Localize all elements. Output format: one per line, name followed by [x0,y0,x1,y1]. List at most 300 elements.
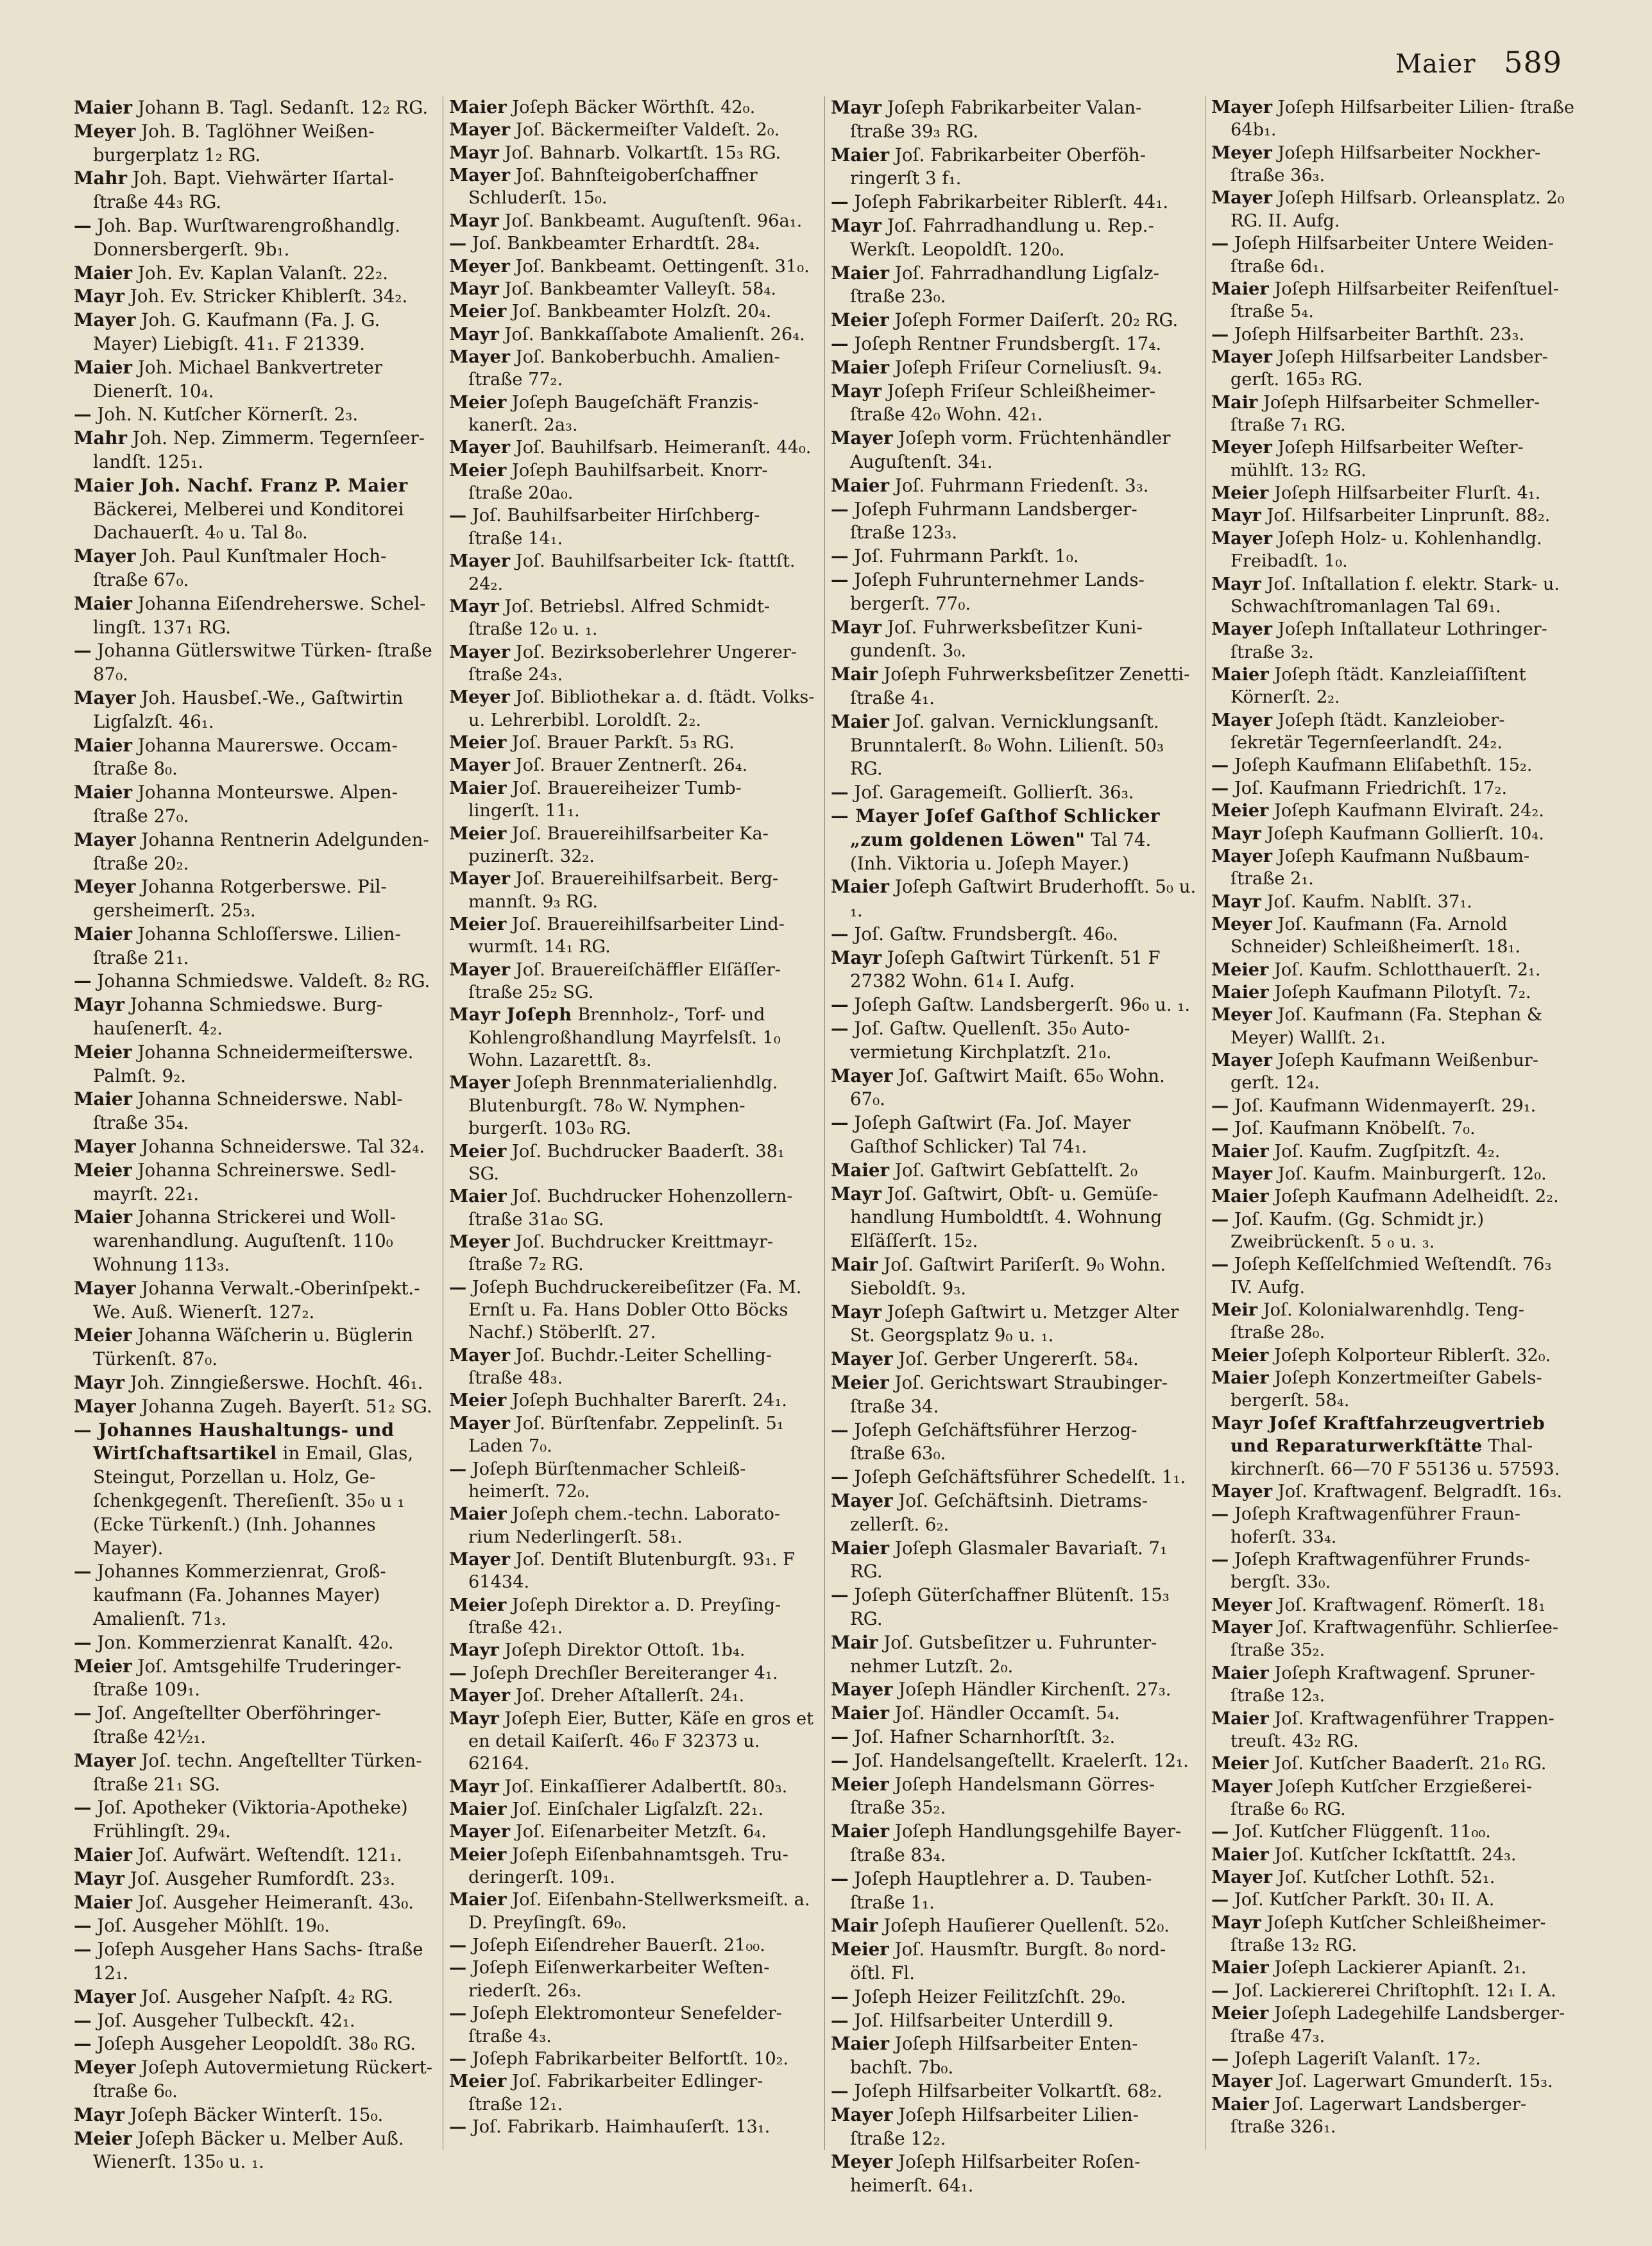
entry-surname: Mayr [449,1708,499,1729]
entry-surname: Maier [831,144,890,166]
entry-details: Joſ. Buchdrucker Hohenzollern- ſtraße 31a₀ SG. [468,1187,793,1230]
directory-entry [449,1389,815,1412]
entry-details: Joſeph Hilfsarbeiter Roſen- heimerſt. 64₁. [850,2151,1141,2197]
directory-entry [74,2009,439,2033]
entry-details: Joſeph Baugeſchäft Franzis- kanerſt. 2a₃. [468,392,759,436]
entry-details: Joh. G. Kaufmann (Fa. J. G. Mayer) Liebigſt. 41₁. F 21339. [93,309,380,354]
directory-entry [74,1560,439,1631]
entry-details: Joh. Paul Kunſtmaler Hoch- ſtraße 67₀. [93,545,387,590]
directory-entry [831,947,1196,994]
directory-entry [1211,2070,1577,2093]
entry-details: Joſ. Kaufm. Zugſpitzſt. 4₂. [1274,1141,1501,1162]
entry-surname: Maier [74,1844,133,1865]
entry-surname: Meyer [1211,437,1272,458]
entry-surname: Mayer [1211,1050,1273,1071]
entry-details: Joſeph Gaſtwirt Türkenſt. 51 F 27382 Wohn. 61₄ I. Aufg. [850,947,1161,992]
directory-entry [449,1276,815,1344]
entry-surname: Maier [1211,2093,1269,2114]
entry-details: Joſeph Hilfsarb. Orleansplatz. 2₀ RG. II. Aufg. [1230,188,1565,231]
entry-surname: Mayr Joſeph [449,1004,572,1025]
entry-details: Joſ. galvan. Vernicklungsanſt. Brunntalerſt. 8₀ Wohn. Lilienſt. 50₃ RG. [850,710,1164,780]
entry-surname: Maier [1211,1708,1269,1729]
directory-entry [1211,1367,1577,1412]
entry-surname: Mayer [74,828,136,850]
entry-surname: Maier [831,356,890,378]
directory-entry [831,1537,1196,1584]
directory-entry [831,1419,1196,1466]
entry-surname: Meier [74,1655,132,1677]
entry-details: Joſeph Eiſendreher Bauerſt. 21₀₀. [472,1935,765,1956]
directory-entry [1211,1049,1577,1095]
entry-details: Joſeph Gaſtw. Landsbergerſt. 96₀ u. ₁. [854,994,1191,1016]
entry-surname: Meyer [74,120,136,142]
entry-surname: Maier [449,1798,507,1819]
directory-entry [449,346,815,391]
directory-entry [449,2048,815,2070]
entry-surname: Mayr [831,947,881,968]
entry-details: Joſeph Ausgeher Leopoldſt. 38₀ RG. [97,2033,416,2055]
directory-entry [831,1065,1196,1112]
entry-details: Joſeph Bäcker u. Melber Auß. Wienerſt. 135₀ u. ₁. [93,2127,404,2173]
entry-details: Joſeph Bäcker Winterſt. 15₀. [130,2104,384,2125]
directory-entry [449,1776,815,1798]
directory-entry [74,970,439,993]
directory-entry [74,1749,439,1797]
entry-surname: Meier [1211,483,1269,504]
entry-surname: Mayer [449,1072,511,1093]
directory-entry [449,119,815,141]
entry-details: Joſ. Buchdr.-Leiter Schelling- ſtraße 48₃. [468,1345,772,1389]
entry-surname: — [1211,1254,1229,1275]
entry-surname: Maier Joh. Nachf. Franz P. Maier [74,474,408,496]
directory-entry [1211,187,1577,232]
entry-details: Joſ. Hilfsarbeiter Linprunſt. 88₂. [1266,506,1551,526]
entry-surname: Mayr [74,994,124,1016]
directory-entry [449,2070,815,2116]
directory-entry [1211,323,1577,346]
directory-entry [449,391,815,437]
entry-surname: Maier [831,1821,890,1842]
entry-surname: Meier [449,2071,507,2092]
entry-details: Joſeph Bauhilfsarbeit. Knorr- ſtraße 20a₀. [468,460,768,504]
directory-entry [1211,959,1577,981]
entry-surname: Meier [449,459,507,481]
entry-surname: Maier [449,777,507,798]
entry-details: Joſeph Glasmaler Bavariaſt. 7₁ RG. [850,1537,1168,1582]
directory-entry [74,545,439,592]
directory-entry [831,427,1196,474]
directory-entry [1211,1503,1577,1548]
entry-surname: Maier [449,1889,507,1910]
directory-entry [1211,1821,1577,1843]
entry-surname: Meier [1211,1753,1269,1774]
entry-surname: — [1211,1118,1229,1139]
entry-surname: — [831,1726,849,1747]
entry-surname: Maier [1211,1367,1269,1389]
entry-surname: — [1211,1208,1229,1230]
entry-details: Bäckerei, Melberei und Konditorei Dachauerſt. 4₀ u. Tal 8₀. [93,498,404,544]
directory-entry [449,142,815,164]
entry-surname: — [831,2080,849,2102]
directory-entry [831,2104,1196,2151]
entry-details: Joſ. Bankbeamter Erhardtſt. 28₄. [472,234,761,254]
directory-entry [831,875,1196,923]
entry-surname: — [1211,2048,1229,2069]
entry-surname: — [449,1276,467,1298]
entry-surname: Mayr [449,596,499,617]
entry-surname: — [74,2033,92,2055]
entry-surname: Mayer [449,1549,511,1570]
directory-entry [449,300,815,323]
directory-entry [831,2080,1196,2104]
entry-surname: Mayer [1211,619,1273,640]
entry-details: Joſ. Kutſcher Parkſt. 30₁ II. A. [1234,1890,1495,1910]
entry-surname: Mayr [831,97,881,118]
entry-details: Joſeph Rentner Frundsbergſt. 17₄. [854,332,1162,354]
entry-details: Joh. N. Kutſcher Körnerſt. 2₃. [97,404,359,425]
directory-entry [831,474,1196,498]
entry-details: Joſ. Bäckermeiſter Valdeſt. 2₀. [515,120,780,141]
entry-surname: Mayr [831,616,881,638]
entry-details: Joſ. Bahnſteigoberſchaffner Schluderſt. 15₀. [468,166,758,209]
entry-details: Joſ. Kaufm. Schlotthauerſt. 2₁. [1274,959,1541,980]
entry-details: in Email, Glas, Steingut, Porzellan u. Holz, Ge- ſchenkgegenſt. Thereſienſt. 35₀ u ₁ (Ecke Türkenſt.) (Inh. Johannes Mayer). [93,1443,414,1559]
entry-details: Joſ. Eiſenbahn-Stellwerksmeiſt. a. D. Preyſingſt. 69₀. [468,1890,810,1933]
entry-surname: — [74,2009,92,2031]
directory-entry [1211,2048,1577,2070]
entry-surname: — [1211,1889,1229,1910]
directory-entry [1211,800,1577,822]
entry-details: Joſ. Kaufmann Friedrichſt. 17₂. [1234,778,1508,798]
entry-details: Brennholz-, Torf- und Kohlengroßhandlung Mayrfelsſt. 1₀ Wohn. Lazarettſt. 8₃. [468,1005,781,1071]
entry-surname: Mayer [449,1685,511,1706]
entry-surname: Mayr [74,1867,124,1889]
entry-details: Joſeph Inſtallateur Lothringer- ſtraße 3₂. [1230,619,1547,662]
entry-details: Joh. Bapt. Viehwärter Iſartal- ſtraße 44₃ RG. [93,167,395,213]
directory-entry [831,1678,1196,1702]
entry-surname: — [831,1018,849,1040]
entry-details: Joſ. Kraftwagenführ. Schlierſee- ſtraße 35₂. [1230,1618,1559,1661]
entry-surname: — [1211,1549,1229,1570]
directory-entry [74,309,439,356]
entry-surname: — [449,2003,467,2024]
entry-details: Joſ. Aufwärt. Weſtendſt. 121₁. [137,1844,402,1865]
directory-entry [74,1159,439,1206]
entry-details: Joſ. Lagerwart Landsberger- ſtraße 326₁. [1230,2094,1527,2137]
directory-entry [1211,1253,1577,1299]
entry-details: Joſeph Kaufmann Gollierſt. 10₄. [1266,823,1544,844]
directory-entry [74,427,439,474]
entry-details: Joſeph Buchhalter Barerſt. 24₁. [512,1391,787,1411]
entry-surname: Mayer [1211,709,1273,730]
entry-surname: — [74,970,92,992]
entry-surname: Maier [1211,278,1269,299]
entry-details: Joſ. Brauereiſchäffler Elſäſſer- ſtraße 25₂ SG. [468,959,781,1003]
entry-surname: Mayer [1211,97,1273,117]
directory-entry [74,2127,439,2175]
entry-surname: — [74,404,92,425]
entry-details: Joſeph Kaufmann Nußbaum- ſtraße 2₁. [1230,846,1530,889]
entry-surname: — [831,923,849,945]
entry-surname: Mayer [1211,2071,1273,2092]
directory-entry [831,1348,1196,1371]
entry-details: Tal 74. (Inh. Viktoria u. Joſeph Mayer.) [850,828,1152,874]
directory-entry [449,323,815,346]
directory-entry [74,1796,439,1844]
entry-surname: — [449,1935,467,1956]
entry-surname: Maier [831,262,890,284]
entry-surname: Meier [74,2127,132,2149]
directory-entry [831,1301,1196,1348]
directory-entry [1211,754,1577,776]
directory-entry [449,1140,815,1186]
directory-entry [831,923,1196,947]
page-header [1395,45,1562,80]
directory-entry [831,380,1196,427]
directory-entry [449,436,815,459]
entry-details: Joſ. Buchdrucker Kreittmayr- ſtraße 7₂ RG. [468,1231,774,1275]
entry-details: Joſeph Fabrikarbeiter Valan- ſtraße 39₃ RG. [850,97,1142,142]
entry-details: Joſ. Gaſtwirt Pariſerſt. 9₀ Wohn. Sieboldſt. 9₃. [850,1254,1166,1299]
entry-surname: — [449,1662,467,1683]
directory-entry [74,1088,439,1135]
directory-entry [1211,2093,1577,2139]
directory-entry [1211,709,1577,755]
directory-entry [74,1395,439,1419]
entry-details: Joſeph ſtädt. Kanzleiober- ſekretär Tegernſeerlandſt. 24₂. [1230,710,1505,753]
entry-details: Joſ. Gerber Ungererſt. 58₄. [898,1348,1139,1370]
entry-details: Thal- kirchnerſt. 66—70 F 55136 u. 57593. [1230,1436,1560,1479]
entry-surname: Mayer [74,309,136,331]
entry-surname: — [449,233,467,254]
entry-details: Johanna Schmiedswe. Valdeſt. 8₂ RG. [97,970,430,992]
entry-details: Joſeph Holz- u. Kohlenhandlg. Freibadſt. 1₀. [1230,528,1542,572]
entry-details: Joſ. Bezirksoberlehrer Ungerer- ſtraße 24₃. [468,642,797,685]
entry-surname: — [831,1749,849,1771]
directory-entry [1211,346,1577,391]
directory-entry [831,1985,1196,2009]
directory-entry [449,1684,815,1707]
entry-surname: Mayr [449,323,499,345]
entry-details: Joſ. Kaufmann (Fa. Arnold Schneider) Schleißheimerſt. 18₁. [1230,914,1520,957]
entry-details: Joſeph Fabrikarbeiter Riblerſt. 44₁. [854,191,1169,213]
entry-details: Johanna Schreinerswe. Sedl- mayrſt. 22₁. [93,1159,396,1204]
entry-surname: Meyer [74,2057,136,2079]
column-4 [1211,96,1577,2138]
entry-details: Joſeph Kutſcher Erzgießerei- ſtraße 6₀ RG. [1230,1776,1533,1819]
entry-surname: Mayer [74,545,136,567]
entry-details: Joſ. Bauhilfsarbeiter Ick- ſtattſt. 24₂. [468,551,796,594]
directory-entry [831,1017,1196,1065]
entry-details: Johanna Schneidermeiſterswe. Palmſt. 9₂. [93,1041,414,1086]
entry-surname: Mayr [74,1372,124,1394]
directory-entry [74,285,439,309]
entry-details: Joſeph Hilfsarbeiter Enten- bachſt. 7b₀. [850,2033,1138,2079]
entry-details: Joſ. Bankbeamter Valleyſt. 58₄. [504,279,777,299]
directory-entry [1211,96,1577,142]
entry-details: Joſ. Lagerwart Gmunderſt. 15₃. [1277,2071,1553,2092]
entry-details: Joſ. Kaufmann (Fa. Stephan & Meyer) Wallſt. 2₁. [1230,1005,1543,1048]
entry-surname: Mayer [449,755,511,776]
entry-details: Joſeph Kaufmann Eliſabethſt. 15₂. [1234,755,1533,776]
directory-entry [74,262,439,286]
entry-details: Joſeph vorm. Früchtenhändler Auguſtenſt. 34₁. [850,427,1171,472]
entry-details: Joſeph Kaufmann Elviraſt. 24₂. [1274,801,1544,821]
entry-details: Joſeph Drechſler Bereiteranger 4₁. [472,1663,778,1683]
entry-details: Joſ. Dreher Aſtallerſt. 24₁. [515,1686,745,1706]
entry-surname: Mayr [1211,505,1261,526]
directory-entry [74,734,439,782]
entry-details: Joſ. Hilfsarbeiter Unterdill 9. [854,2009,1114,2031]
directory-entry [449,1821,815,1843]
entry-surname: Mayer [831,1348,893,1370]
directory-entry [74,1702,439,1749]
entry-details: Joſ. Kaufm. Nablſt. 37₁. [1266,891,1472,912]
entry-details: Joſ. Fuhrmann Parkſt. 1₀. [854,545,1079,567]
directory-entry [831,1631,1196,1679]
entry-details: Joſeph Hilfsarbeiter Untere Weiden- ſtraße 6d₁. [1230,234,1554,277]
directory-entry [1211,1957,1577,1979]
directory-entry [1211,1662,1577,1708]
entry-surname: — [74,1702,92,1724]
entry-surname: Mayer [74,1395,136,1417]
entry-details: Joſeph Direktor Ottoſt. 1b₄. [504,1640,745,1661]
directory-entry [449,777,815,823]
directory-entry [74,639,439,687]
directory-entry [831,1820,1196,1867]
entry-surname: Mahr [74,427,128,449]
entry-surname: Mayer [449,1412,511,1434]
directory-entry [449,1934,815,1957]
directory-entry [74,1631,439,1655]
entry-details: Joſ. Brauer Zentnerſt. 26₄. [515,755,748,776]
directory-entry [1211,1616,1577,1662]
directory-entry [831,498,1196,545]
directory-entry [74,2104,439,2127]
directory-entry [74,1277,439,1324]
entry-surname: Mayer [1211,1867,1273,1888]
entry-surname: Mair [831,664,878,685]
entry-surname: — [831,545,849,567]
directory-entry [449,1957,815,2002]
entry-details: Joſeph Kraftwagenführer Fraun- hoferſt. 33₄. [1230,1504,1520,1547]
entry-details: Joſeph Bürſtenmacher Schleiß- heimerſt. 72₀. [468,1459,746,1502]
directory-entry [831,545,1196,569]
directory-entry [449,1185,815,1231]
directory-entry [831,805,1196,875]
directory-entry [449,1412,815,1458]
directory-entry [449,2002,815,2048]
entry-details: Joſ. Hausmſtr. Burgſt. 8₀ nord- öſtl. Fl. [850,1939,1166,1984]
directory-entry [1211,482,1577,504]
entry-surname: Maier [831,474,890,496]
directory-entry [1211,981,1577,1004]
directory-entry [1211,777,1577,800]
directory-entry [831,1749,1196,1773]
entry-details: Joſ. Bankbeamter Holzſt. 20₄. [512,302,772,322]
directory-entry [1211,142,1577,187]
entry-surname: Meier [449,823,507,844]
entry-surname: Maier [831,2033,890,2055]
entry-details: Joſeph Bäcker Wörthſt. 42₀. [512,98,756,117]
entry-details: Joſeph Ladegehilfe Landsberger- ſtraße 47₃. [1230,2003,1565,2046]
column-3 [831,96,1196,2198]
entry-details: Joſ. Bauhilfsarb. Heimeranſt. 44₀. [515,438,812,458]
entry-surname: — [74,214,92,236]
directory-entry [831,1371,1196,1419]
entry-surname: Meier [449,301,507,322]
entry-surname: Meier [449,732,507,753]
entry-details: Joſ. Gaſtwirt, Obſt- u. Gemüſe- handlung Humboldtſt. 4. Wohnung Elſäſſerſt. 15₂. [850,1183,1162,1252]
entry-details: Joſ. Kutſcher Baaderſt. 21₀ RG. [1274,1754,1547,1774]
entry-details: Joſ. Brauereihilfsarbeiter Ka- puzinerſt. 32₂. [468,823,769,866]
entry-surname: Mayer [1211,1617,1273,1638]
entry-surname: — [831,1985,849,2007]
entry-surname: — [449,1957,467,1978]
directory-entry [449,278,815,300]
entry-surname: — Mayer Joſef Gaſthof Schlicker „zum goldenen Löwen" [831,805,1160,850]
directory-entry [1211,1185,1577,1208]
directory-entry [74,96,439,120]
entry-details: Joſeph Hilfsarbeiter Lilien- ſtraße 64b₁. [1230,98,1574,141]
directory-entry [449,164,815,210]
entry-details: Joſ. Lackiererei Chriſtophſt. 12₁ I. A. [1234,1980,1556,2001]
entry-surname: Maier [74,262,133,284]
entry-surname: Maier [1211,1844,1269,1865]
entry-surname: — [1211,777,1229,798]
directory-entry [1211,1344,1577,1367]
entry-surname: Mayer [449,1821,511,1842]
directory-entry [831,2032,1196,2080]
entry-details: Joſeph Hilfsarbeiter Weſter- mühlſt. 13₂ RG. [1230,438,1524,481]
entry-surname: Mayr [831,214,881,236]
entry-surname: Meier [831,1773,889,1795]
entry-surname: — [449,1458,467,1479]
entry-details: Joſeph Brennmaterialienhdlg. Blutenburgſt. 78₀ W. Nymphen- burgerſt. 103₀ RG. [468,1073,778,1139]
directory-entry [1211,1480,1577,1503]
entry-surname: Mayer [449,868,511,889]
directory-entry [1211,664,1577,709]
entry-details: Joſ. Fabrikarb. Haimhauſerſt. 13₁. [472,2116,771,2137]
directory-entry [74,1914,439,1938]
entry-surname: — [1211,233,1229,254]
entry-surname: Meier [449,1390,507,1411]
entry-surname: Meier [449,1594,507,1615]
entry-details: Joh. B. Taglöhner Weißen- burgerplatz 1₂ RG. [93,120,375,166]
entry-surname: — [831,1419,849,1441]
entry-surname: Maier [1211,1662,1269,1683]
entry-surname: Mayer [449,165,511,186]
directory-entry [74,214,439,262]
entry-surname: Maier [74,923,133,945]
directory-entry [74,1844,439,1867]
entry-details: Joſeph Autovermietung Rückert- ſtraße 6₀. [93,2057,432,2102]
entry-surname: Mair [831,1915,878,1937]
directory-entry [74,1419,439,1561]
directory-entry [1211,1117,1577,1140]
page-number: 589 [1504,45,1562,80]
directory-entry [449,550,815,596]
entry-surname: Mayer [74,1136,136,1158]
entry-surname: Mayer [831,1679,893,1701]
directory-entry [449,959,815,1004]
directory-entry [449,459,815,505]
entry-surname: Maier [74,782,133,803]
directory-entry [74,167,439,214]
directory-entry [1211,1776,1577,1821]
entry-surname: Maier [74,1206,133,1228]
entry-surname: Meyer [449,1231,510,1252]
